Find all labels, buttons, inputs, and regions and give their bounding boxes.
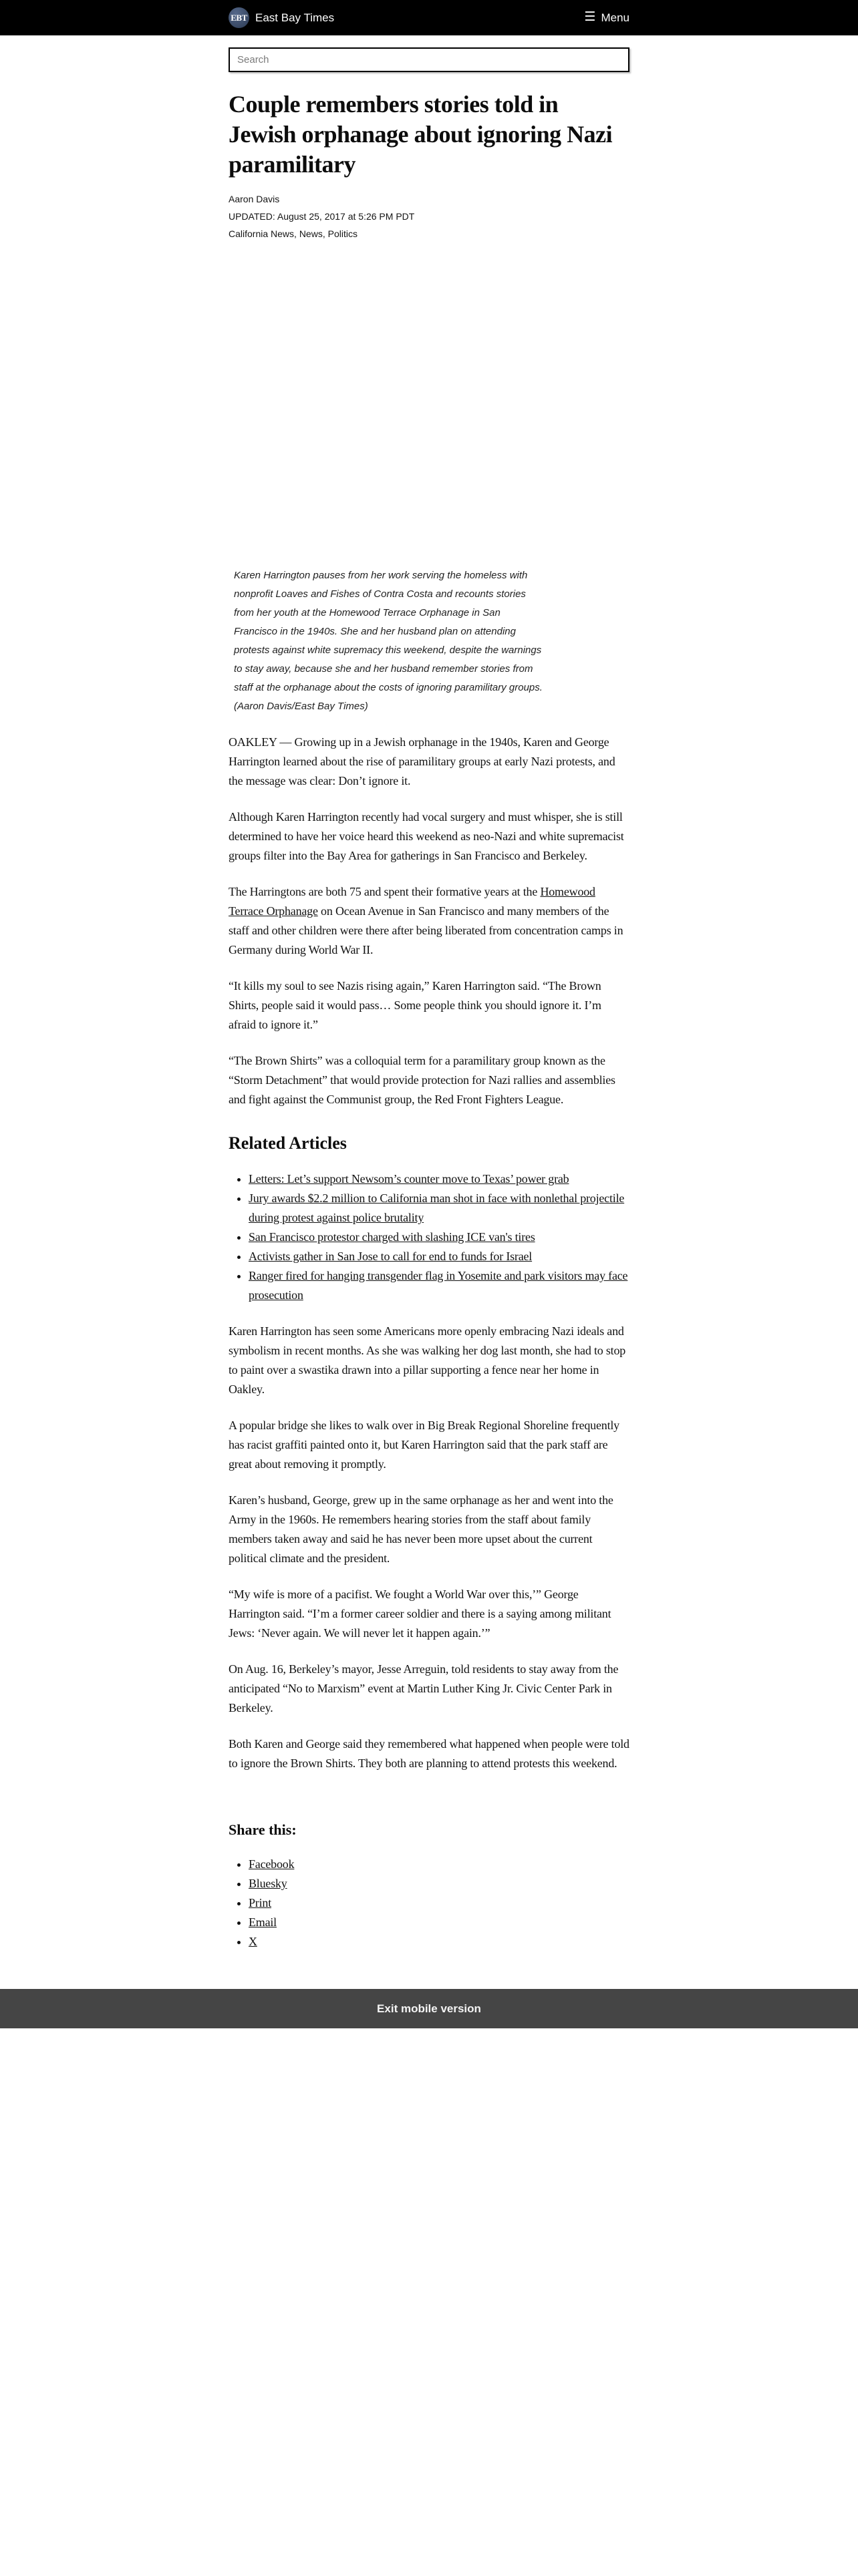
bottom-whitespace [0,2028,858,2576]
article-paragraph: Karen Harrington has seen some Americans more openly embracing Nazi ideals and symbolism in recent months. As she was walking her dog last month, she had to stop to paint over a swastika drawn into a pillar supporting a fence near her home in Oakley. [229,1324,626,1396]
related-articles-list [229,1169,629,1305]
related-article-link[interactable]: Jury awards $2.2 million to California man shot in face with nonlethal projectile during protest against police brutality [249,1191,625,1224]
facebook-share-link[interactable]: Facebook [249,1857,295,1871]
article-figure [229,566,629,716]
print-share-link[interactable]: Print [249,1896,272,1909]
related-article-link[interactable]: Activists gather in San Jose to call for end to funds for Israel [249,1250,533,1263]
site-logo-icon: EBT [229,7,249,28]
article-meta [229,190,629,242]
share-item [249,1855,629,1874]
article-image-placeholder [229,242,629,566]
article-image-caption: Karen Harrington pauses from her work serving the homeless with nonprofit Loaves and Fishes of Contra Costa and recounts stories from her youth at the Homewood Terrace Orphanage in San Francisco in the 1940s. She and her husband plan on attending protests against white supremacy this weekend, despite the warnings to stay away, because she and her husband remember stories from staff at the orphanage about the costs of ignoring paramilitary groups. (Aaron Davis/East Bay Times) [234,570,543,712]
menu-button-label: Menu [601,11,629,24]
related-article-item [249,1266,629,1305]
related-article-item [249,1228,629,1247]
related-article-item [249,1169,629,1189]
article-categories: California News, News, Politics [229,228,358,239]
bluesky-share-link[interactable]: Bluesky [249,1877,287,1890]
article-paragraph: On Aug. 16, Berkeley’s mayor, Jesse Arreguin, told residents to stay away from the anticipated “No to Marxism” event at Martin Luther King Jr. Civic Center Park in Berkeley. [229,1662,619,1714]
share-item [249,1932,629,1952]
article-page [229,47,629,1952]
article-paragraph [229,882,629,960]
article-paragraph: “The Brown Shirts” was a colloquial term for a paramilitary group known as the “Storm Detachment” that would provide protection for Nazi rallies and assemblies and fight against the Communist group, the Red Front Fighters League. [229,1054,615,1106]
exit-mobile-version-button[interactable]: Exit mobile version [0,1989,858,2028]
paragraph-text: on Ocean Avenue in San Francisco and many members of the staff and other children were there after being liberated from concentration camps in Germany during World War II. [229,904,623,956]
related-article-link[interactable]: Letters: Let’s support Newsom’s counter move to Texas’ power grab [249,1172,569,1185]
related-article-item [249,1189,629,1228]
site-logo-link[interactable] [229,7,334,28]
article-paragraph: Although Karen Harrington recently had vocal surgery and must whisper, she is still determined to have her voice heard this weekend as neo-Nazi and white supremacist groups filter into the Bay Area for gatherings in San Francisco and Berkeley. [229,810,624,862]
article-paragraph: “My wife is more of a pacifist. We fought a World War over this,’” George Harrington said. “I’m a former career soldier and there is a saying among militant Jews: ‘Never again. We will never let it happen again.’” [229,1588,611,1640]
share-item [249,1874,629,1893]
hamburger-icon: ☰ [584,10,596,24]
article-paragraph: Both Karen and George said they remembered what happened when people were told to ignore the Brown Shirts. They both are planning to attend protests this weekend. [229,1737,629,1770]
related-article-item [249,1247,629,1266]
site-title: East Bay Times [255,11,335,24]
email-share-link[interactable]: Email [249,1915,277,1929]
related-articles-heading: Related Articles [229,1133,347,1153]
related-article-link[interactable]: Ranger fired for hanging transgender flag in Yosemite and park visitors may face prosecution [249,1269,628,1302]
share-this-heading: Share this: [229,1821,297,1838]
article-paragraph: “It kills my soul to see Nazis rising again,” Karen Harrington said. “The Brown Shirts, people said it would pass… Some people think you should ignore it. I’m afraid to ignore it.” [229,979,601,1031]
article-paragraph: A popular bridge she likes to walk over in Big Break Regional Shoreline frequently has racist graffiti painted onto it, but Karen Harrington said that the park staff are great about removing it promptly. [229,1419,619,1471]
search-input[interactable] [229,47,629,72]
share-item [249,1893,629,1913]
article-byline: Aaron Davis [229,194,280,204]
site-header [0,0,858,35]
menu-button[interactable] [584,11,629,25]
homewood-terrace-orphanage-link[interactable]: Homewood Terrace Orphanage [229,885,595,918]
x-share-link[interactable]: X [249,1935,257,1948]
share-links-list [229,1855,629,1952]
article-paragraph: Karen’s husband, George, grew up in the same orphanage as her and went into the Army in the 1960s. He remembers hearing stories from the staff about family members taken away and said he has never been more upset about the current political climate and the president. [229,1493,613,1565]
paragraph-text: The Harringtons are both 75 and spent their formative years at the [229,885,541,898]
related-article-link[interactable]: San Francisco protestor charged with slashing ICE van's tires [249,1230,535,1244]
article-paragraph: OAKLEY — Growing up in a Jewish orphanage in the 1940s, Karen and George Harrington learned about the rise of paramilitary groups at early Nazi protests, and the message was clear: Don’t ignore it. [229,735,615,787]
article-updated-timestamp: UPDATED: August 25, 2017 at 5:26 PM PDT [229,211,415,222]
article-title: Couple remembers stories told in Jewish orphanage about ignoring Nazi paramilitary [229,91,613,178]
share-item [249,1913,629,1932]
